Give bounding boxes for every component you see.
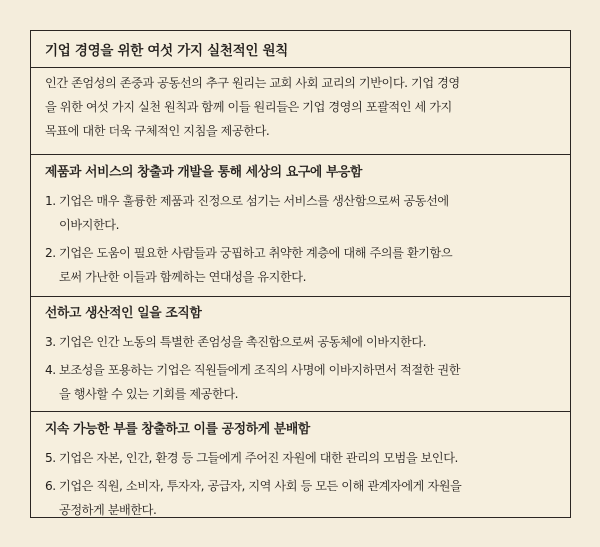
list-item (45, 474, 556, 522)
box-title: 기업 경영을 위한 여섯 가지 실천적인 원칙 (45, 43, 288, 59)
item-number: 2. (45, 246, 56, 260)
item-text (59, 474, 556, 522)
section-3 (31, 420, 570, 522)
intro-line: 을 위한 여섯 가지 실천 원칙과 함께 이들 원리들은 기업 경영의 포괄적인 세 가지 (45, 100, 452, 114)
divider (31, 296, 570, 297)
item-text (59, 330, 556, 354)
item-line: 로써 가난한 이들과 함께하는 연대성을 유지한다. (59, 270, 307, 284)
item-line: 을 행사할 수 있는 기회를 제공한다. (59, 387, 239, 401)
item-text (59, 446, 556, 470)
item-line: 기업은 도움이 필요한 사람들과 궁핍하고 취약한 계층에 대해 주의를 환기함으 (59, 246, 453, 260)
item-line: 보조성을 포용하는 기업은 직원들에게 조직의 사명에 이바지하면서 적절한 권한 (59, 363, 461, 377)
item-line: 공정하게 분배한다. (59, 503, 157, 517)
item-text (59, 189, 556, 237)
list-item (45, 189, 556, 237)
divider (31, 411, 570, 412)
intro-line: 목표에 대한 더욱 구체적인 지침을 제공한다. (45, 124, 270, 138)
section-heading: 제품과 서비스의 창출과 개발을 통해 세상의 요구에 부응함 (45, 165, 363, 180)
item-line: 기업은 매우 훌륭한 제품과 진정으로 섬기는 서비스를 생산함으로써 공동선에 (59, 194, 449, 208)
item-text (59, 241, 556, 289)
intro-paragraph (31, 71, 570, 143)
divider (31, 154, 570, 155)
section-2 (31, 304, 570, 406)
divider (31, 67, 570, 68)
item-line: 기업은 직원, 소비자, 투자자, 공급자, 지역 사회 등 모든 이해 관계자에게 자원을 (59, 479, 462, 493)
section-1 (31, 163, 570, 289)
item-number: 5. (45, 451, 56, 465)
list-item (45, 446, 556, 470)
list-item (45, 330, 556, 354)
item-line: 기업은 자본, 인간, 환경 등 그들에게 주어진 자원에 대한 관리의 모범을 보인다. (59, 451, 458, 465)
section-heading: 선하고 생산적인 일을 조직함 (45, 306, 202, 321)
item-line: 기업은 인간 노동의 특별한 존엄성을 촉진함으로써 공동체에 이바지한다. (59, 335, 427, 349)
item-number: 3. (45, 335, 56, 349)
item-number: 1. (45, 194, 56, 208)
intro-line: 인간 존엄성의 존중과 공동선의 추구 원리는 교회 사회 교리의 기반이다. 기업 경영 (45, 76, 460, 90)
section-heading: 지속 가능한 부를 창출하고 이를 공정하게 분배함 (45, 422, 310, 437)
item-number: 6. (45, 479, 56, 493)
list-item (45, 241, 556, 289)
item-number: 4. (45, 363, 56, 377)
item-text (59, 358, 556, 406)
list-item (45, 358, 556, 406)
item-line: 이바지한다. (59, 218, 120, 232)
principles-box (30, 30, 571, 518)
